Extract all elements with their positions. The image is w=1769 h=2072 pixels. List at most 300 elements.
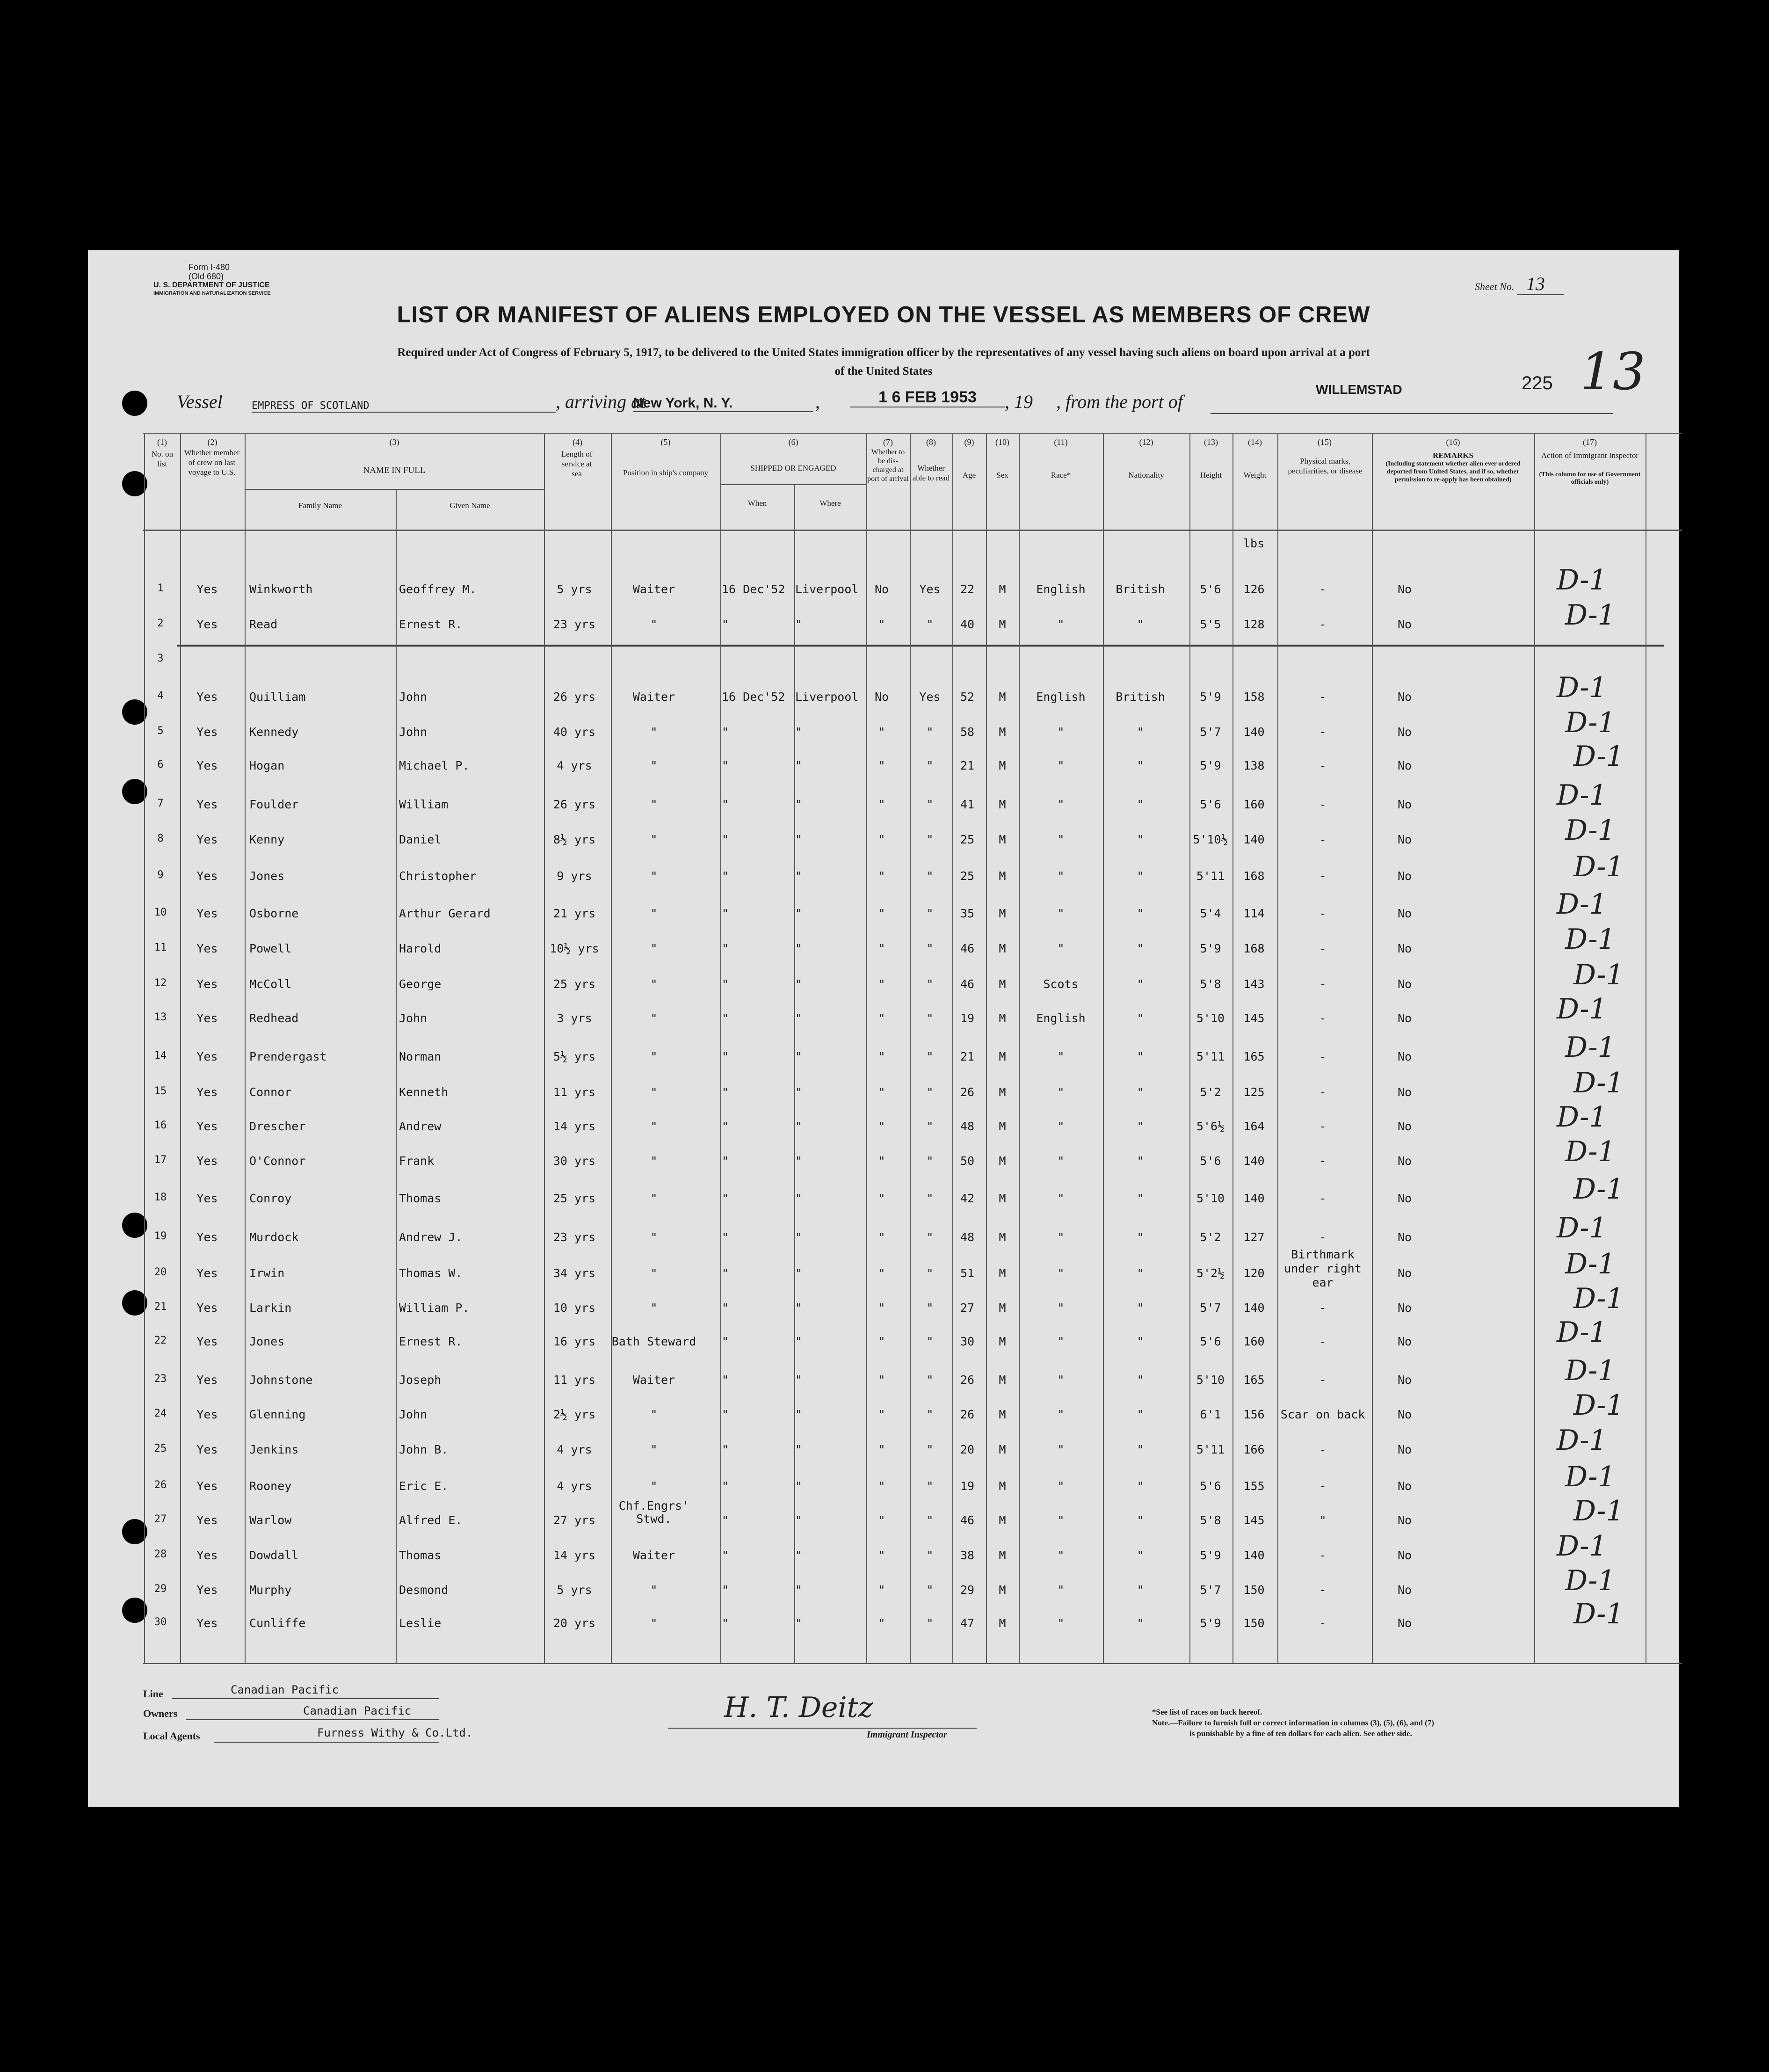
row-30-action: D-1 xyxy=(1573,1598,1624,1630)
row-23-given: Joseph xyxy=(399,1373,442,1387)
row-23-no: 23 xyxy=(154,1373,167,1385)
row-13-nat: " xyxy=(1137,1011,1144,1025)
row-26-position: " xyxy=(650,1479,658,1493)
row-24-nat: " xyxy=(1137,1408,1144,1421)
row-23-read: " xyxy=(926,1373,934,1387)
row-29-when: " xyxy=(722,1583,729,1597)
row-12-marks: - xyxy=(1319,977,1327,991)
row-17-family: O'Connor xyxy=(249,1154,306,1168)
col-rule xyxy=(1232,433,1233,1664)
row-25-read: " xyxy=(926,1443,934,1456)
row-21-no: 21 xyxy=(154,1301,167,1313)
row-26-read: " xyxy=(926,1479,934,1493)
row-26-nat: " xyxy=(1137,1479,1144,1493)
row-22-position: Bath Steward xyxy=(611,1335,696,1348)
row-1-service: 5 yrs xyxy=(557,582,592,596)
footnote-penalty-2: is punishable by a fine of ten dollars for each alien. See other side. xyxy=(1189,1729,1412,1738)
row-6-position: " xyxy=(650,759,658,772)
manifest-sheet xyxy=(88,250,1679,1807)
row-27-nat: " xyxy=(1137,1513,1144,1527)
row-16-where: " xyxy=(795,1120,803,1133)
row-27-remarks: No xyxy=(1398,1513,1412,1527)
row-8-action: D-1 xyxy=(1565,814,1616,847)
agents-underline xyxy=(214,1742,439,1743)
row-3-no: 3 xyxy=(157,653,164,664)
row-18-sex: M xyxy=(999,1192,1006,1205)
row-2-service: 23 yrs xyxy=(553,618,596,631)
row-17-given: Frank xyxy=(399,1154,435,1168)
arriving-label: , arriving at xyxy=(556,391,646,412)
row-4-disch: No xyxy=(874,690,889,704)
row-8-age: 25 xyxy=(960,833,975,846)
row-6-no: 6 xyxy=(157,759,164,771)
row-2-remarks: No xyxy=(1398,618,1412,631)
row-1-height: 5'6 xyxy=(1200,582,1221,596)
row-30-height: 5'9 xyxy=(1200,1616,1221,1630)
row-9-age: 25 xyxy=(960,869,975,883)
row-21-family: Larkin xyxy=(249,1301,292,1315)
row-4-marks: - xyxy=(1319,690,1327,704)
row-15-height: 5'2 xyxy=(1200,1085,1221,1099)
row-25-height: 5'11 xyxy=(1196,1443,1225,1456)
row-14-race: " xyxy=(1057,1050,1065,1063)
row-25-when: " xyxy=(722,1443,729,1456)
row-10-height: 5'4 xyxy=(1200,907,1221,920)
row-22-age: 30 xyxy=(960,1335,975,1348)
row-22-remarks: No xyxy=(1398,1335,1412,1348)
row-6-where: " xyxy=(795,759,803,772)
row-17-when: " xyxy=(722,1154,729,1168)
row-29-height: 5'7 xyxy=(1200,1583,1221,1597)
row-18-disch: " xyxy=(878,1192,885,1205)
row-5-action: D-1 xyxy=(1565,706,1616,739)
row-4-weight: 158 xyxy=(1243,690,1265,704)
row-11-sex: M xyxy=(999,942,1006,955)
owners-underline xyxy=(186,1719,439,1720)
row-12-no: 12 xyxy=(154,977,167,989)
row-23-race: " xyxy=(1057,1373,1065,1387)
row-1-read: Yes xyxy=(919,582,941,596)
vessel-label: Vessel xyxy=(177,391,223,412)
col-rule xyxy=(986,433,987,1664)
row-15-weight: 125 xyxy=(1243,1085,1265,1099)
row-17-where: " xyxy=(795,1154,803,1168)
row-26-where: " xyxy=(795,1479,803,1493)
row-10-service: 21 yrs xyxy=(553,907,596,920)
row-23-when: " xyxy=(722,1373,729,1387)
col-6-header: SHIPPED OR ENGAGED xyxy=(750,464,836,473)
row-22-sex: M xyxy=(999,1335,1006,1348)
col-5-header: Position in ship's company xyxy=(623,468,709,477)
row-19-remarks: No xyxy=(1398,1230,1412,1244)
line-label: Line xyxy=(143,1688,163,1700)
row-14-family: Prendergast xyxy=(249,1050,327,1063)
line-underline xyxy=(172,1698,439,1699)
row-10-weight: 114 xyxy=(1243,907,1265,920)
row-30-weight: 150 xyxy=(1243,1616,1265,1630)
row-10-given: Arthur Gerard xyxy=(399,907,491,920)
row-26-given: Eric E. xyxy=(399,1479,449,1493)
row-15-race: " xyxy=(1057,1085,1065,1099)
row-30-where: " xyxy=(795,1616,803,1630)
row-1-given: Geoffrey M. xyxy=(399,582,477,596)
row-21-age: 27 xyxy=(960,1301,975,1315)
row-9-prev: Yes xyxy=(196,869,218,883)
row-24-sex: M xyxy=(999,1408,1006,1421)
row-19-marks: - xyxy=(1319,1230,1327,1244)
row-25-position: " xyxy=(650,1443,658,1456)
row-22-disch: " xyxy=(878,1335,885,1348)
row-14-disch: " xyxy=(878,1050,885,1063)
row-14-remarks: No xyxy=(1398,1050,1412,1063)
row-17-height: 5'6 xyxy=(1200,1154,1221,1168)
arrival-port: New York, N. Y. xyxy=(633,395,813,412)
row-18-nat: " xyxy=(1137,1192,1144,1205)
row-24-family: Glenning xyxy=(249,1408,306,1421)
row-11-family: Powell xyxy=(249,942,292,955)
row-29-prev: Yes xyxy=(196,1583,218,1597)
row-26-marks: - xyxy=(1319,1479,1327,1493)
row-5-disch: " xyxy=(878,725,885,739)
row-5-position: " xyxy=(650,725,658,739)
row-15-sex: M xyxy=(999,1085,1006,1099)
row-5-nat: " xyxy=(1137,725,1144,739)
col-2-header: Whether member of crew on last voyage to U.S. xyxy=(184,448,240,477)
row-30-no: 30 xyxy=(154,1616,167,1628)
row-10-read: " xyxy=(926,907,934,920)
row-18-remarks: No xyxy=(1398,1192,1412,1205)
row-19-sex: M xyxy=(999,1230,1006,1244)
row-11-marks: - xyxy=(1319,942,1327,955)
row-8-read: " xyxy=(926,833,934,846)
row-17-read: " xyxy=(926,1154,934,1168)
row-24-remarks: No xyxy=(1398,1408,1412,1421)
row-19-height: 5'2 xyxy=(1200,1230,1221,1244)
row-11-weight: 168 xyxy=(1243,942,1265,955)
col-10-header: Sex xyxy=(996,471,1008,480)
row-17-prev: Yes xyxy=(196,1154,218,1168)
row-17-marks: - xyxy=(1319,1154,1327,1168)
row-28-prev: Yes xyxy=(196,1549,218,1562)
row-23-action: D-1 xyxy=(1565,1354,1616,1387)
row-5-race: " xyxy=(1057,725,1065,739)
col-4-header: Length of service at sea xyxy=(561,450,593,478)
row-23-family: Johnstone xyxy=(249,1373,313,1387)
row-6-service: 4 yrs xyxy=(557,759,592,772)
row-2-family: Read xyxy=(249,618,278,631)
signature-underline xyxy=(668,1728,977,1729)
row-20-remarks: No xyxy=(1398,1266,1412,1280)
row-16-race: " xyxy=(1057,1120,1065,1133)
col-rule xyxy=(1277,433,1278,1664)
row-15-remarks: No xyxy=(1398,1085,1412,1099)
row-5-weight: 140 xyxy=(1243,725,1265,739)
row-27-age: 46 xyxy=(960,1513,975,1527)
row-29-age: 29 xyxy=(960,1583,975,1597)
row-9-no: 9 xyxy=(157,869,164,881)
row-28-read: " xyxy=(926,1549,934,1562)
row-25-nat: " xyxy=(1137,1443,1144,1456)
row-26-service: 4 yrs xyxy=(557,1479,592,1493)
row-7-prev: Yes xyxy=(196,798,218,811)
row-1-marks: - xyxy=(1319,582,1327,596)
row-6-remarks: No xyxy=(1398,759,1412,772)
row-1-when: 16 Dec'52 xyxy=(722,582,785,596)
row-18-no: 18 xyxy=(154,1192,167,1203)
vessel-line xyxy=(177,391,223,413)
row-8-race: " xyxy=(1057,833,1065,846)
row-20-given: Thomas W. xyxy=(399,1266,463,1280)
row-29-service: 5 yrs xyxy=(557,1583,592,1597)
row-27-marks: " xyxy=(1319,1513,1327,1527)
row-18-family: Conroy xyxy=(249,1192,292,1205)
row-12-read: " xyxy=(926,977,934,991)
row-6-marks: - xyxy=(1319,759,1327,772)
row-29-family: Murphy xyxy=(249,1583,292,1597)
row-23-age: 26 xyxy=(960,1373,975,1387)
row-16-disch: " xyxy=(878,1120,885,1133)
row-20-sex: M xyxy=(999,1266,1006,1280)
row-9-race: " xyxy=(1057,869,1065,883)
row-25-action: D-1 xyxy=(1557,1424,1607,1457)
row-27-no: 27 xyxy=(154,1513,167,1525)
row-16-no: 16 xyxy=(154,1120,167,1131)
row-13-marks: - xyxy=(1319,1011,1327,1025)
row-30-disch: " xyxy=(878,1616,885,1630)
row-14-where: " xyxy=(795,1050,803,1063)
row-11-age: 46 xyxy=(960,942,975,955)
row-21-nat: " xyxy=(1137,1301,1144,1315)
row-16-remarks: No xyxy=(1398,1120,1412,1133)
row-8-no: 8 xyxy=(157,833,164,844)
row-24-no: 24 xyxy=(154,1408,167,1419)
row-23-nat: " xyxy=(1137,1373,1144,1387)
row-18-read: " xyxy=(926,1192,934,1205)
row-9-height: 5'11 xyxy=(1196,869,1225,883)
row-14-prev: Yes xyxy=(196,1050,218,1063)
col-rule xyxy=(180,433,181,1664)
row-10-race: " xyxy=(1057,907,1065,920)
row-2-read: " xyxy=(926,618,934,631)
row-4-sex: M xyxy=(999,690,1006,704)
row-8-family: Kenny xyxy=(249,833,285,846)
col-rule xyxy=(1019,433,1020,1664)
row-19-age: 48 xyxy=(960,1230,975,1244)
row-14-service: 5½ yrs xyxy=(553,1050,596,1063)
punch-hole xyxy=(122,1213,147,1238)
row-28-when: " xyxy=(722,1549,729,1562)
row-25-family: Jenkins xyxy=(249,1443,299,1456)
col-13-header: Height xyxy=(1200,471,1222,480)
row-4-age: 52 xyxy=(960,690,975,704)
row-13-height: 5'10 xyxy=(1196,1011,1225,1025)
col-6b-header: Where xyxy=(819,499,841,508)
row-20-service: 34 yrs xyxy=(553,1266,596,1280)
row-17-sex: M xyxy=(999,1154,1006,1168)
reference-number: 225 xyxy=(1522,373,1553,393)
row-23-sex: M xyxy=(999,1373,1006,1387)
row-11-remarks: No xyxy=(1398,942,1412,955)
row-9-family: Jones xyxy=(249,869,285,883)
row-13-when: " xyxy=(722,1011,729,1025)
row-27-disch: " xyxy=(878,1513,885,1527)
row-6-when: " xyxy=(722,759,729,772)
row-6-given: Michael P. xyxy=(399,759,470,772)
row-29-given: Desmond xyxy=(399,1583,449,1597)
row-24-age: 26 xyxy=(960,1408,975,1421)
punch-hole xyxy=(122,391,147,416)
row-19-no: 19 xyxy=(154,1230,167,1242)
row-14-age: 21 xyxy=(960,1050,975,1063)
row-22-nat: " xyxy=(1137,1335,1144,1348)
row-29-where: " xyxy=(795,1583,803,1597)
col-16-number: (16) xyxy=(1446,437,1460,447)
row-6-action: D-1 xyxy=(1573,740,1624,773)
row-6-weight: 138 xyxy=(1243,759,1265,772)
row-25-race: " xyxy=(1057,1443,1065,1456)
row-17-no: 17 xyxy=(154,1154,167,1166)
row-14-weight: 165 xyxy=(1243,1050,1265,1063)
punch-hole xyxy=(122,471,147,496)
row-7-service: 26 yrs xyxy=(553,798,596,811)
row-4-race: English xyxy=(1036,690,1086,704)
row-6-prev: Yes xyxy=(196,759,218,772)
row-26-action: D-1 xyxy=(1565,1461,1616,1493)
row-8-remarks: No xyxy=(1398,833,1412,846)
col-5-number: (5) xyxy=(660,437,671,447)
row-7-remarks: No xyxy=(1398,798,1412,811)
row-24-when: " xyxy=(722,1408,729,1421)
row-28-sex: M xyxy=(999,1549,1006,1562)
row-25-disch: " xyxy=(878,1443,885,1456)
row-19-weight: 127 xyxy=(1243,1230,1265,1244)
row-2-prev: Yes xyxy=(196,618,218,631)
row-26-age: 19 xyxy=(960,1479,975,1493)
row-4-action: D-1 xyxy=(1557,671,1607,704)
row-2-nat: " xyxy=(1137,618,1144,631)
row-5-read: " xyxy=(926,725,934,739)
row-22-given: Ernest R. xyxy=(399,1335,463,1348)
sheet-label: Sheet No. xyxy=(1475,281,1515,292)
row-18-height: 5'10 xyxy=(1196,1192,1225,1205)
col-17-note: (This column for use of Government officials only) xyxy=(1539,471,1641,486)
row-23-where: " xyxy=(795,1373,803,1387)
row-1-position: Waiter xyxy=(632,582,675,596)
row-28-remarks: No xyxy=(1398,1549,1412,1562)
row-20-height: 5'2½ xyxy=(1196,1266,1225,1280)
row-26-weight: 155 xyxy=(1243,1479,1265,1493)
row-19-given: Andrew J. xyxy=(399,1230,463,1244)
agents-value: Furness Withy & Co.Ltd. xyxy=(317,1726,473,1739)
row-13-service: 3 yrs xyxy=(557,1011,592,1025)
row-28-marks: - xyxy=(1319,1549,1327,1562)
row-5-where: " xyxy=(795,725,803,739)
row-25-weight: 166 xyxy=(1243,1443,1265,1456)
row-15-age: 26 xyxy=(960,1085,975,1099)
row-3-rule xyxy=(177,645,1664,647)
row-7-family: Foulder xyxy=(249,798,299,811)
row-13-given: John xyxy=(399,1011,428,1025)
row-5-marks: - xyxy=(1319,725,1327,739)
row-12-height: 5'8 xyxy=(1200,977,1221,991)
col-rule xyxy=(611,433,612,1664)
col-12-header: Nationality xyxy=(1128,471,1164,480)
row-27-weight: 145 xyxy=(1243,1513,1265,1527)
col-3b-header: Given Name xyxy=(450,501,490,510)
row-5-service: 40 yrs xyxy=(553,725,596,739)
row-8-service: 8½ yrs xyxy=(553,833,596,846)
row-21-race: " xyxy=(1057,1301,1065,1315)
row-1-disch: No xyxy=(874,582,889,596)
row-25-sex: M xyxy=(999,1443,1006,1456)
row-28-weight: 140 xyxy=(1243,1549,1265,1562)
col-16-note: (Including statement whether alien ever ordered deported from United States, and if so, whether permission to re-apply has been obtained) xyxy=(1385,460,1521,483)
col-rule xyxy=(544,433,545,1664)
row-30-service: 20 yrs xyxy=(553,1616,596,1630)
from-port-underline xyxy=(1211,413,1613,414)
row-10-when: " xyxy=(722,907,729,920)
row-15-read: " xyxy=(926,1085,934,1099)
col-rule xyxy=(910,433,911,1664)
row-15-position: " xyxy=(650,1085,658,1099)
row-18-when: " xyxy=(722,1192,729,1205)
row-1-family: Winkworth xyxy=(249,582,313,596)
row-21-disch: " xyxy=(878,1301,885,1315)
row-26-prev: Yes xyxy=(196,1479,218,1493)
row-9-nat: " xyxy=(1137,869,1144,883)
row-27-where: " xyxy=(795,1513,803,1527)
row-20-where: " xyxy=(795,1266,803,1280)
row-2-where: " xyxy=(795,618,803,631)
row-1-no: 1 xyxy=(157,582,164,594)
row-15-nat: " xyxy=(1137,1085,1144,1099)
row-18-weight: 140 xyxy=(1243,1192,1265,1205)
row-1-where: Liverpool xyxy=(795,582,859,596)
row-30-nat: " xyxy=(1137,1616,1144,1630)
row-5-remarks: No xyxy=(1398,725,1412,739)
row-29-position: " xyxy=(650,1583,658,1597)
row-16-age: 48 xyxy=(960,1120,975,1133)
row-19-where: " xyxy=(795,1230,803,1244)
col-14-header: Weight xyxy=(1243,471,1267,480)
row-7-marks: - xyxy=(1319,798,1327,811)
row-11-height: 5'9 xyxy=(1200,942,1221,955)
col-16-header: REMARKS xyxy=(1433,451,1473,460)
row-4-when: 16 Dec'52 xyxy=(722,690,785,704)
row-30-given: Leslie xyxy=(399,1616,442,1630)
row-1-sex: M xyxy=(999,582,1006,596)
col-3-number: (3) xyxy=(389,437,399,447)
row-27-read: " xyxy=(926,1513,934,1527)
table-header-bottom xyxy=(143,530,1682,531)
row-8-sex: M xyxy=(999,833,1006,846)
row-12-race: Scots xyxy=(1043,977,1079,991)
row-20-nat: " xyxy=(1137,1266,1144,1280)
row-30-sex: M xyxy=(999,1616,1006,1630)
inspector-signature: H. T. Deitz xyxy=(724,1691,873,1724)
col-rule xyxy=(866,433,867,1664)
row-23-remarks: No xyxy=(1398,1373,1412,1387)
row-18-prev: Yes xyxy=(196,1192,218,1205)
row-26-when: " xyxy=(722,1479,729,1493)
row-10-position: " xyxy=(650,907,658,920)
col-8-header: Whether able to read xyxy=(912,464,950,482)
row-29-weight: 150 xyxy=(1243,1583,1265,1597)
row-21-read: " xyxy=(926,1301,934,1315)
row-19-read: " xyxy=(926,1230,934,1244)
row-5-no: 5 xyxy=(157,725,164,737)
row-27-race: " xyxy=(1057,1513,1065,1527)
